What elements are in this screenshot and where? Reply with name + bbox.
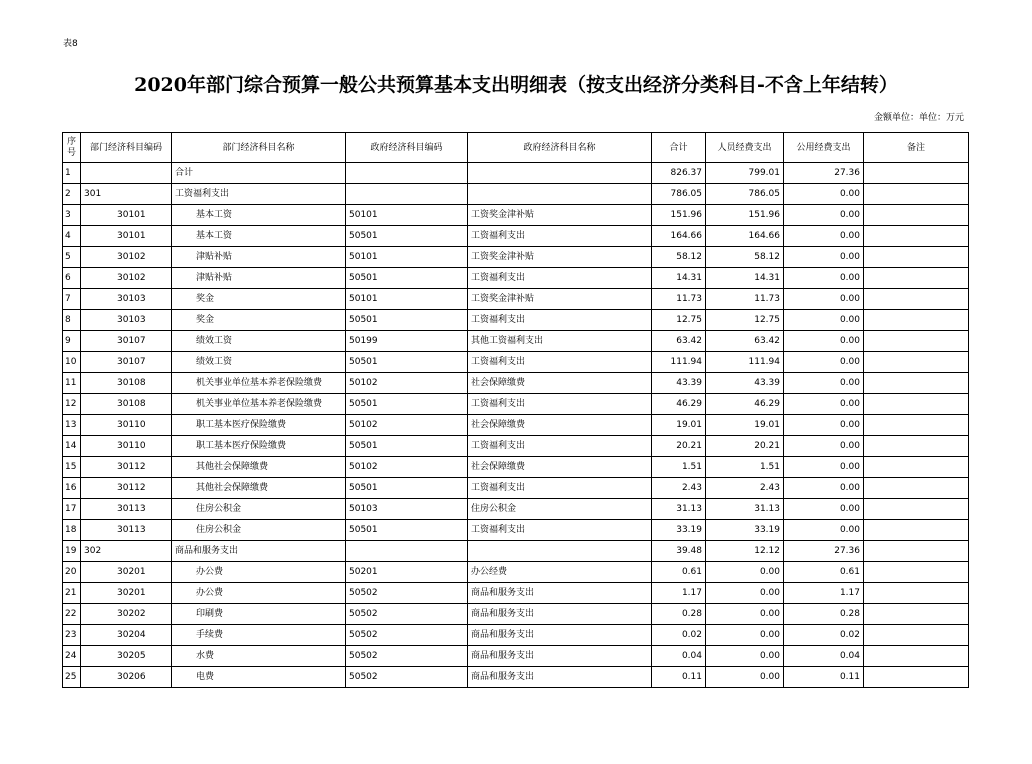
row-public: 0.00	[784, 457, 864, 478]
row-remark	[864, 352, 969, 373]
row-dept-name: 手续费	[172, 625, 346, 646]
header-seq: 序号	[63, 133, 81, 163]
row-dept-code: 30110	[81, 415, 172, 436]
row-gov-name: 办公经费	[468, 562, 652, 583]
row-personnel: 111.94	[706, 352, 784, 373]
row-seq: 4	[63, 226, 81, 247]
table-row	[63, 541, 969, 562]
table-row	[63, 583, 969, 604]
row-public: 0.00	[784, 205, 864, 226]
row-seq: 17	[63, 499, 81, 520]
row-public: 0.00	[784, 331, 864, 352]
row-personnel: 0.00	[706, 646, 784, 667]
row-total: 0.11	[652, 667, 706, 688]
row-dept-code: 30101	[81, 226, 172, 247]
row-dept-code: 30113	[81, 499, 172, 520]
row-seq: 9	[63, 331, 81, 352]
row-remark	[864, 415, 969, 436]
row-gov-name: 住房公积金	[468, 499, 652, 520]
row-gov-name: 工资奖金津补贴	[468, 247, 652, 268]
row-dept-name: 工资福利支出	[172, 184, 346, 205]
row-dept-name: 其他社会保障缴费	[172, 457, 346, 478]
row-seq: 1	[63, 163, 81, 184]
header-gov-code: 政府经济科目编码	[346, 133, 468, 163]
row-gov-name: 其他工资福利支出	[468, 331, 652, 352]
header-dept-name: 部门经济科目名称	[172, 133, 346, 163]
row-gov-code: 50501	[346, 478, 468, 499]
unit-label: 金额单位：单位：万元	[873, 113, 964, 123]
page-title: 2020年部门综合预算一般公共预算基本支出明细表（按支出经济分类科目-不含上年结转）	[134, 74, 898, 96]
row-gov-name: 工资福利支出	[468, 520, 652, 541]
row-total: 0.28	[652, 604, 706, 625]
header-dept-code: 部门经济科目编码	[81, 133, 172, 163]
row-gov-name: 社会保障缴费	[468, 373, 652, 394]
table-row	[63, 331, 969, 352]
row-gov-name: 商品和服务支出	[468, 583, 652, 604]
row-personnel: 786.05	[706, 184, 784, 205]
row-dept-name: 基本工资	[172, 226, 346, 247]
row-dept-name: 办公费	[172, 583, 346, 604]
row-total: 43.39	[652, 373, 706, 394]
row-gov-code: 50103	[346, 499, 468, 520]
row-public: 27.36	[784, 541, 864, 562]
row-personnel: 0.00	[706, 625, 784, 646]
table-row	[63, 289, 969, 310]
row-gov-name: 商品和服务支出	[468, 625, 652, 646]
row-seq: 18	[63, 520, 81, 541]
table-row	[63, 520, 969, 541]
row-remark	[864, 163, 969, 184]
row-public: 0.00	[784, 184, 864, 205]
row-dept-name: 住房公积金	[172, 520, 346, 541]
row-gov-code: 50502	[346, 667, 468, 688]
row-gov-name: 商品和服务支出	[468, 646, 652, 667]
row-gov-code: 50102	[346, 457, 468, 478]
row-total: 0.61	[652, 562, 706, 583]
row-total: 20.21	[652, 436, 706, 457]
row-dept-code: 30102	[81, 247, 172, 268]
table-row	[63, 205, 969, 226]
row-total: 33.19	[652, 520, 706, 541]
row-personnel: 63.42	[706, 331, 784, 352]
row-personnel: 11.73	[706, 289, 784, 310]
row-gov-name: 工资福利支出	[468, 394, 652, 415]
row-public: 0.00	[784, 310, 864, 331]
row-gov-code	[346, 541, 468, 562]
row-total: 31.13	[652, 499, 706, 520]
row-gov-name: 工资奖金津补贴	[468, 205, 652, 226]
row-dept-code	[81, 163, 172, 184]
row-gov-code	[346, 163, 468, 184]
row-gov-code: 50502	[346, 604, 468, 625]
row-remark	[864, 184, 969, 205]
row-remark	[864, 373, 969, 394]
budget-table	[62, 132, 969, 688]
row-seq: 10	[63, 352, 81, 373]
row-remark	[864, 583, 969, 604]
row-public: 0.00	[784, 268, 864, 289]
row-gov-code: 50501	[346, 268, 468, 289]
row-remark	[864, 205, 969, 226]
row-public: 0.00	[784, 352, 864, 373]
row-personnel: 164.66	[706, 226, 784, 247]
row-seq: 7	[63, 289, 81, 310]
row-total: 2.43	[652, 478, 706, 499]
row-personnel: 46.29	[706, 394, 784, 415]
row-personnel: 43.39	[706, 373, 784, 394]
row-total: 58.12	[652, 247, 706, 268]
row-remark	[864, 247, 969, 268]
row-total: 14.31	[652, 268, 706, 289]
row-public: 27.36	[784, 163, 864, 184]
header-gov-name: 政府经济科目名称	[468, 133, 652, 163]
row-dept-code: 30202	[81, 604, 172, 625]
table-row	[63, 478, 969, 499]
row-personnel: 58.12	[706, 247, 784, 268]
row-total: 826.37	[652, 163, 706, 184]
row-dept-code: 30201	[81, 562, 172, 583]
row-gov-name: 社会保障缴费	[468, 457, 652, 478]
row-dept-name: 水费	[172, 646, 346, 667]
row-dept-name: 印刷费	[172, 604, 346, 625]
row-seq: 23	[63, 625, 81, 646]
row-dept-name: 合计	[172, 163, 346, 184]
row-remark	[864, 562, 969, 583]
row-gov-code: 50101	[346, 205, 468, 226]
table-row	[63, 394, 969, 415]
row-gov-name	[468, 184, 652, 205]
row-dept-name: 办公费	[172, 562, 346, 583]
row-dept-name: 绩效工资	[172, 352, 346, 373]
row-personnel: 799.01	[706, 163, 784, 184]
table-row	[63, 163, 969, 184]
table-row	[63, 457, 969, 478]
row-seq: 20	[63, 562, 81, 583]
row-dept-code: 30108	[81, 394, 172, 415]
table-row	[63, 667, 969, 688]
row-dept-code: 30206	[81, 667, 172, 688]
row-gov-code: 50502	[346, 625, 468, 646]
row-gov-name: 社会保障缴费	[468, 415, 652, 436]
table-row	[63, 562, 969, 583]
row-dept-code: 30102	[81, 268, 172, 289]
row-remark	[864, 625, 969, 646]
row-public: 1.17	[784, 583, 864, 604]
row-dept-name: 职工基本医疗保险缴费	[172, 436, 346, 457]
row-seq: 14	[63, 436, 81, 457]
header-total: 合计	[652, 133, 706, 163]
row-dept-name: 商品和服务支出	[172, 541, 346, 562]
table-row	[63, 436, 969, 457]
row-personnel: 19.01	[706, 415, 784, 436]
row-dept-code: 30101	[81, 205, 172, 226]
row-dept-code: 30103	[81, 310, 172, 331]
row-remark	[864, 331, 969, 352]
row-gov-code: 50501	[346, 310, 468, 331]
row-dept-code: 30108	[81, 373, 172, 394]
row-total: 63.42	[652, 331, 706, 352]
row-gov-name	[468, 541, 652, 562]
row-seq: 16	[63, 478, 81, 499]
row-remark	[864, 394, 969, 415]
row-dept-code: 30107	[81, 352, 172, 373]
row-dept-name: 绩效工资	[172, 331, 346, 352]
table-row	[63, 646, 969, 667]
row-gov-code: 50501	[346, 226, 468, 247]
row-public: 0.00	[784, 436, 864, 457]
row-seq: 5	[63, 247, 81, 268]
row-remark	[864, 289, 969, 310]
row-remark	[864, 310, 969, 331]
row-remark	[864, 541, 969, 562]
row-public: 0.00	[784, 289, 864, 310]
row-gov-name: 工资福利支出	[468, 436, 652, 457]
row-dept-code: 30103	[81, 289, 172, 310]
row-seq: 25	[63, 667, 81, 688]
table-row	[63, 268, 969, 289]
row-remark	[864, 604, 969, 625]
row-dept-name: 奖金	[172, 289, 346, 310]
row-gov-name: 商品和服务支出	[468, 667, 652, 688]
row-dept-code: 30204	[81, 625, 172, 646]
row-seq: 22	[63, 604, 81, 625]
row-dept-code: 30205	[81, 646, 172, 667]
row-remark	[864, 457, 969, 478]
row-personnel: 2.43	[706, 478, 784, 499]
row-dept-code: 30112	[81, 478, 172, 499]
row-dept-name: 其他社会保障缴费	[172, 478, 346, 499]
row-dept-code: 30201	[81, 583, 172, 604]
row-remark	[864, 520, 969, 541]
row-gov-name: 工资奖金津补贴	[468, 289, 652, 310]
row-remark	[864, 646, 969, 667]
row-dept-name: 基本工资	[172, 205, 346, 226]
row-public: 0.00	[784, 499, 864, 520]
row-dept-code: 30113	[81, 520, 172, 541]
table-header-row	[63, 133, 969, 163]
row-public: 0.04	[784, 646, 864, 667]
row-dept-code: 30107	[81, 331, 172, 352]
row-seq: 21	[63, 583, 81, 604]
row-public: 0.00	[784, 226, 864, 247]
row-total: 786.05	[652, 184, 706, 205]
row-dept-name: 住房公积金	[172, 499, 346, 520]
row-gov-code: 50199	[346, 331, 468, 352]
row-dept-code: 30110	[81, 436, 172, 457]
header-public: 公用经费支出	[784, 133, 864, 163]
header-personnel: 人员经费支出	[706, 133, 784, 163]
table-row	[63, 310, 969, 331]
table-row	[63, 415, 969, 436]
row-personnel: 33.19	[706, 520, 784, 541]
row-total: 12.75	[652, 310, 706, 331]
row-total: 19.01	[652, 415, 706, 436]
row-gov-name: 工资福利支出	[468, 478, 652, 499]
row-seq: 12	[63, 394, 81, 415]
row-personnel: 12.12	[706, 541, 784, 562]
row-public: 0.11	[784, 667, 864, 688]
row-gov-code: 50502	[346, 583, 468, 604]
row-total: 39.48	[652, 541, 706, 562]
row-gov-code	[346, 184, 468, 205]
row-dept-name: 机关事业单位基本养老保险缴费	[172, 373, 346, 394]
row-public: 0.00	[784, 478, 864, 499]
row-personnel: 1.51	[706, 457, 784, 478]
table-row	[63, 499, 969, 520]
row-seq: 15	[63, 457, 81, 478]
row-gov-name: 工资福利支出	[468, 268, 652, 289]
row-total: 0.02	[652, 625, 706, 646]
row-gov-code: 50101	[346, 289, 468, 310]
row-personnel: 0.00	[706, 562, 784, 583]
row-remark	[864, 268, 969, 289]
table-number: 表8	[63, 39, 78, 49]
table-row	[63, 247, 969, 268]
table-row	[63, 184, 969, 205]
row-public: 0.00	[784, 520, 864, 541]
row-total: 1.17	[652, 583, 706, 604]
row-gov-code: 50501	[346, 394, 468, 415]
row-gov-name: 工资福利支出	[468, 226, 652, 247]
row-seq: 8	[63, 310, 81, 331]
row-gov-code: 50102	[346, 415, 468, 436]
row-gov-name: 工资福利支出	[468, 352, 652, 373]
table-row	[63, 373, 969, 394]
row-total: 0.04	[652, 646, 706, 667]
row-remark	[864, 436, 969, 457]
row-public: 0.02	[784, 625, 864, 646]
row-gov-name	[468, 163, 652, 184]
row-dept-name: 津贴补贴	[172, 268, 346, 289]
row-remark	[864, 667, 969, 688]
row-gov-code: 50501	[346, 436, 468, 457]
row-dept-name: 津贴补贴	[172, 247, 346, 268]
row-total: 1.51	[652, 457, 706, 478]
row-gov-name: 商品和服务支出	[468, 604, 652, 625]
row-gov-name: 工资福利支出	[468, 310, 652, 331]
row-total: 11.73	[652, 289, 706, 310]
row-public: 0.28	[784, 604, 864, 625]
row-dept-name: 奖金	[172, 310, 346, 331]
row-gov-code: 50201	[346, 562, 468, 583]
row-public: 0.00	[784, 415, 864, 436]
row-personnel: 0.00	[706, 667, 784, 688]
row-gov-code: 50502	[346, 646, 468, 667]
row-gov-code: 50102	[346, 373, 468, 394]
row-seq: 2	[63, 184, 81, 205]
row-gov-code: 50101	[346, 247, 468, 268]
table-body	[63, 163, 969, 688]
row-public: 0.00	[784, 394, 864, 415]
table-row	[63, 604, 969, 625]
row-gov-code: 50501	[346, 520, 468, 541]
row-dept-code: 301	[81, 184, 172, 205]
table-row	[63, 625, 969, 646]
row-personnel: 31.13	[706, 499, 784, 520]
row-seq: 3	[63, 205, 81, 226]
row-personnel: 20.21	[706, 436, 784, 457]
row-dept-name: 电费	[172, 667, 346, 688]
row-dept-code: 30112	[81, 457, 172, 478]
row-personnel: 151.96	[706, 205, 784, 226]
row-seq: 24	[63, 646, 81, 667]
row-personnel: 0.00	[706, 604, 784, 625]
row-seq: 19	[63, 541, 81, 562]
row-gov-code: 50501	[346, 352, 468, 373]
row-dept-code: 302	[81, 541, 172, 562]
row-personnel: 12.75	[706, 310, 784, 331]
row-personnel: 0.00	[706, 583, 784, 604]
row-seq: 6	[63, 268, 81, 289]
row-total: 111.94	[652, 352, 706, 373]
row-public: 0.61	[784, 562, 864, 583]
row-total: 46.29	[652, 394, 706, 415]
row-total: 151.96	[652, 205, 706, 226]
row-public: 0.00	[784, 373, 864, 394]
row-dept-name: 职工基本医疗保险缴费	[172, 415, 346, 436]
table-row	[63, 352, 969, 373]
row-total: 164.66	[652, 226, 706, 247]
table-row	[63, 226, 969, 247]
row-remark	[864, 478, 969, 499]
header-remark: 备注	[864, 133, 969, 163]
row-dept-name: 机关事业单位基本养老保险缴费	[172, 394, 346, 415]
row-remark	[864, 226, 969, 247]
row-seq: 11	[63, 373, 81, 394]
row-public: 0.00	[784, 247, 864, 268]
row-personnel: 14.31	[706, 268, 784, 289]
row-seq: 13	[63, 415, 81, 436]
row-remark	[864, 499, 969, 520]
